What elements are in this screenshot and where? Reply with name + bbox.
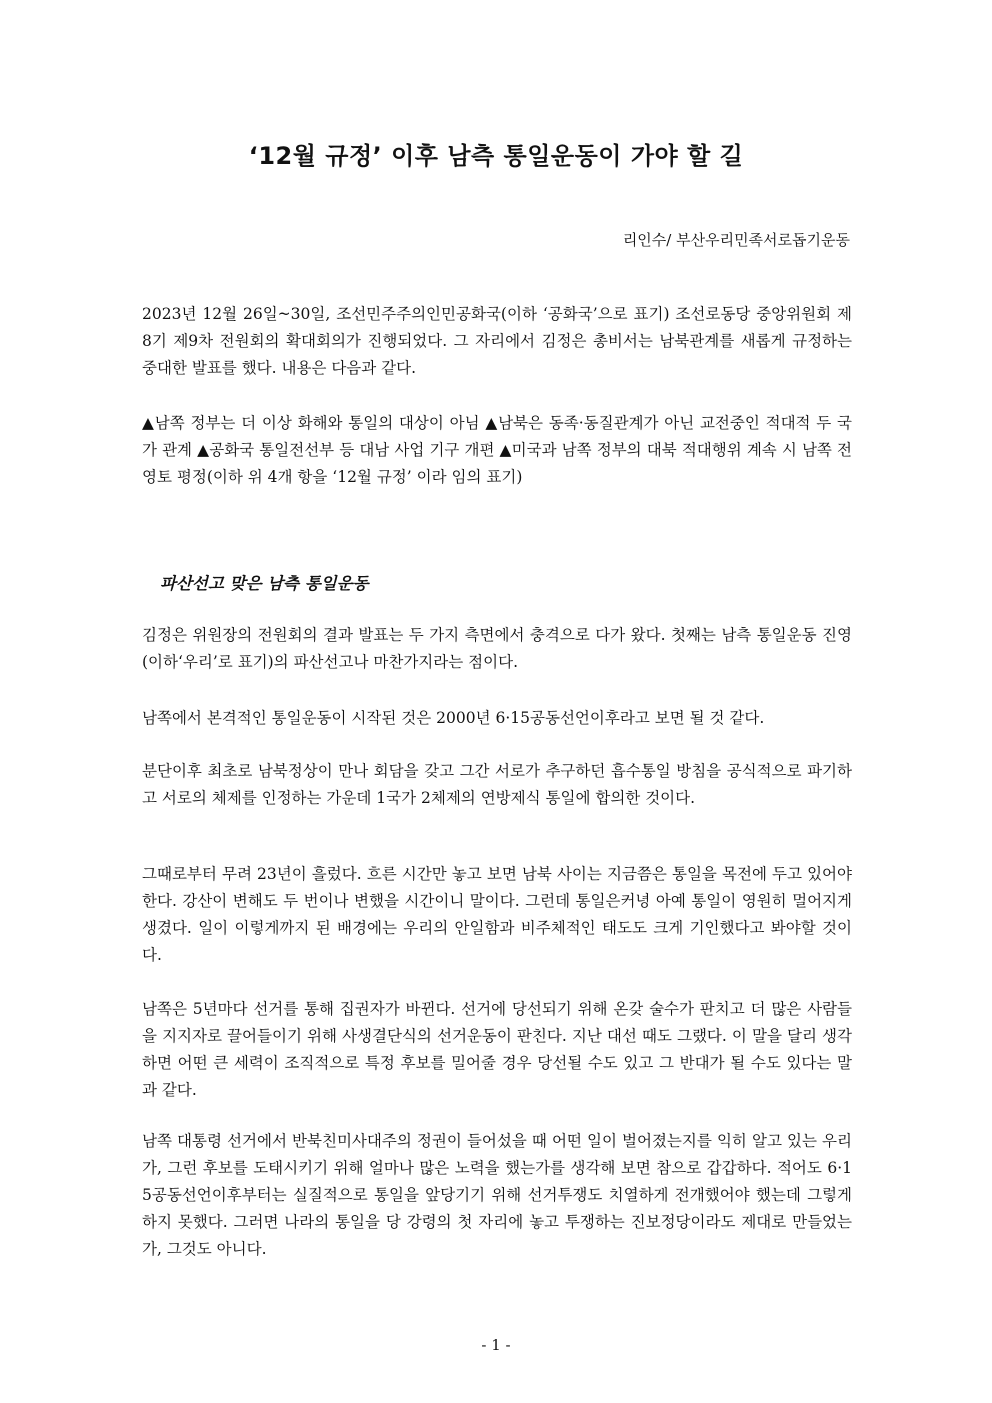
paragraph-section-4: 그때로부터 무려 23년이 흘렀다. 흐른 시간만 놓고 보면 남북 사이는 지금쯤은 통일을 목전에 두고 있어야 한다. 강산이 변해도 두 번이나 변했을 시간이니 말이다. 그런데 통일은커녕 아예 통일이 영원히 멀어지게 생겼다. 일이 이렇게까지 된 배경에는 우리의 안일함과 비주체적인 태도도 크게 기인했다고 봐야할 것이다. — [142, 865, 852, 964]
page-number: - 1 - — [481, 1336, 511, 1354]
author-line: 리인수/ 부산우리민족서로돕기운동 — [622, 231, 850, 249]
paragraph-section-5: 남쪽은 5년마다 선거를 통해 집권자가 바뀐다. 선거에 당선되기 위해 온갖 술수가 판치고 더 많은 사람들을 지지자로 끌어들이기 위해 사생결단식의 선거운동이 판친다. 지난 대선 때도 그랬다. 이 말을 달리 생각하면 어떤 큰 세력이 조직적으로 특정 후보를 밀어줄 경우 당선될 수도 있고 그 반대가 될 수도 있다는 말과 같다. — [142, 1000, 852, 1099]
section-heading: 파산선고 맞은 남측 통일운동 — [160, 574, 369, 593]
document-title: ‘12월 규정’ 이후 남측 통일운동이 가야 할 길 — [248, 142, 744, 170]
paragraph-section-3: 분단이후 최초로 남북정상이 만나 회담을 갖고 그간 서로가 추구하던 흡수통일 방침을 공식적으로 파기하고 서로의 체제를 인정하는 가운데 1국가 2체제의 연방제식 통일에 합의한 것이다. — [142, 762, 852, 807]
paragraph-section-2: 남쪽에서 본격적인 통일운동이 시작된 것은 2000년 6·15공동선언이후라고 보면 될 것 같다. — [142, 709, 765, 727]
paragraph-section-6: 남쪽 대통령 선거에서 반북친미사대주의 정권이 들어섰을 때 어떤 일이 벌어졌는지를 익히 알고 있는 우리가, 그런 후보를 도태시키기 위해 얼마나 많은 노력을 했는가를 생각해 보면 참으로 갑갑하다. 적어도 6·15공동선언이후부터는 실질적으로 통일을 앞당기기 위해 선거투쟁도 치열하게 전개했어야 했는데 그렇게 하지 못했다. 그러면 나라의 통일을 당 강령의 첫 자리에 놓고 투쟁하는 진보정당이라도 제대로 만들었는가, 그것도 아니다. — [142, 1132, 852, 1258]
paragraph-section-1: 김정은 위원장의 전원회의 결과 발표는 두 가지 측면에서 충격으로 다가 왔다. 첫째는 남측 통일운동 진영(이하‘우리’로 표기)의 파산선고나 마찬가지라는 점이다. — [142, 626, 852, 671]
paragraph-intro: 2023년 12월 26일~30일, 조선민주주의인민공화국(이하 ‘공화국’으로 표기) 조선로동당 중앙위원회 제8기 제9차 전원회의 확대회의가 진행되었다. 그 자리에서 김정은 총비서는 남북관계를 새롭게 규정하는 중대한 발표를 했다. 내용은 다음과 같다. — [142, 305, 852, 377]
paragraph-rules-list: ▲남쪽 정부는 더 이상 화해와 통일의 대상이 아님 ▲남북은 동족·동질관계가 아닌 교전중인 적대적 두 국가 관계 ▲공화국 통일전선부 등 대남 사업 기구 개편 ▲미국과 남쪽 정부의 대북 적대행위 계속 시 남쪽 전 영토 평정(이하 위 4개 항을 ‘12월 규정’ 이라 임의 표기) — [142, 414, 852, 486]
